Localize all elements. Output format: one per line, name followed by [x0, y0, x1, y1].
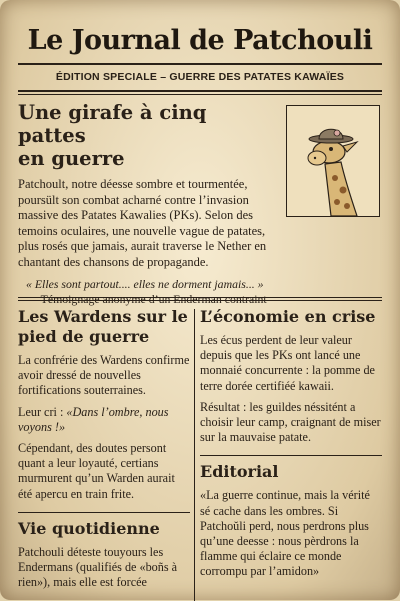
lead-headline-line2: en guerre [18, 147, 125, 170]
column-rule [194, 309, 195, 601]
wardens-body: La confrérie des Wardens confirme avoir dressé de nouvelles fortifications souterraines. [18, 353, 190, 398]
masthead-rule [18, 63, 382, 65]
wardens-body2: Cépendant, des doutes persont quant a leur loyauté, certians murmurent qu’un Warden aurait été apercu en train frite. [18, 441, 175, 501]
wardens-headline: Les Wardens sur le pied de guerre [18, 307, 188, 346]
edition-rule-thin [18, 94, 382, 95]
daily-body: Patchouli déteste touyours les Endermans (qualifiés de «boñs à rien»), mais elle est forcée [18, 544, 178, 590]
columns [18, 301, 382, 601]
edition-rule [18, 90, 382, 92]
wardens-cry-text: «Dans l’ombre, nous voyons !» [18, 404, 169, 434]
editorial-headline: Editorial [200, 462, 279, 482]
right-separator [200, 455, 382, 456]
economy-headline: L’économie en crise [200, 307, 376, 326]
giraffe-icon [287, 106, 379, 216]
lead-quote: « Elles sont partout.... elles ne dorment jamais... » [26, 276, 264, 291]
economy-body: Les écus perdent de leur valeur depuis que les PKs ont lancé une monnaié concurrente : la pomme de terre dorée certifiéé kawaii. [200, 333, 375, 393]
left-column [18, 301, 190, 590]
lead-body: Patchoult, notre déesse sombre et tourmentée, poursült son combat acharné contre l’invasion massive des Patates Kawalies (PKs). Selon des temoins oculaires, une nouvelle vague de patates, plus rosés que jamais, aurait traverse le Nether en chantant des chansons de propagande. [18, 177, 267, 269]
economy-body2: Résultat : les guildes néssitént a choisir leur camp, craignant de miser sur la mauvaise patate. [200, 399, 381, 445]
editorial-body: «La guerre continue, mais la vérité sé cache dans les ombres. Si Patchoŭli perd, nous perdrons plus qu’une deesse : nous pèrdrons la flamme qui éclaire ce monde corrompu par l’amidon» [200, 488, 370, 579]
left-separator [18, 512, 190, 513]
lead-article [18, 101, 382, 306]
lead-attribution: – Témoignage anonyme d’un Enderman contraint [32, 291, 267, 306]
wardens-cry [18, 405, 190, 435]
lead-headline-line1: Une girafe à cinq pattes [18, 101, 207, 147]
masthead-title: Le Journal de Patchouli [27, 25, 373, 56]
edition-line: ÉDITION SPECIALE – GUERRE DES PATATES KAWAÏES [55, 71, 345, 83]
daily-headline: Vie quotidienne [18, 518, 160, 538]
right-column [200, 301, 382, 580]
wardens-cry-label: Leur cri : [18, 404, 64, 419]
lead-headline [18, 101, 273, 170]
giraffe-illustration [286, 105, 380, 217]
